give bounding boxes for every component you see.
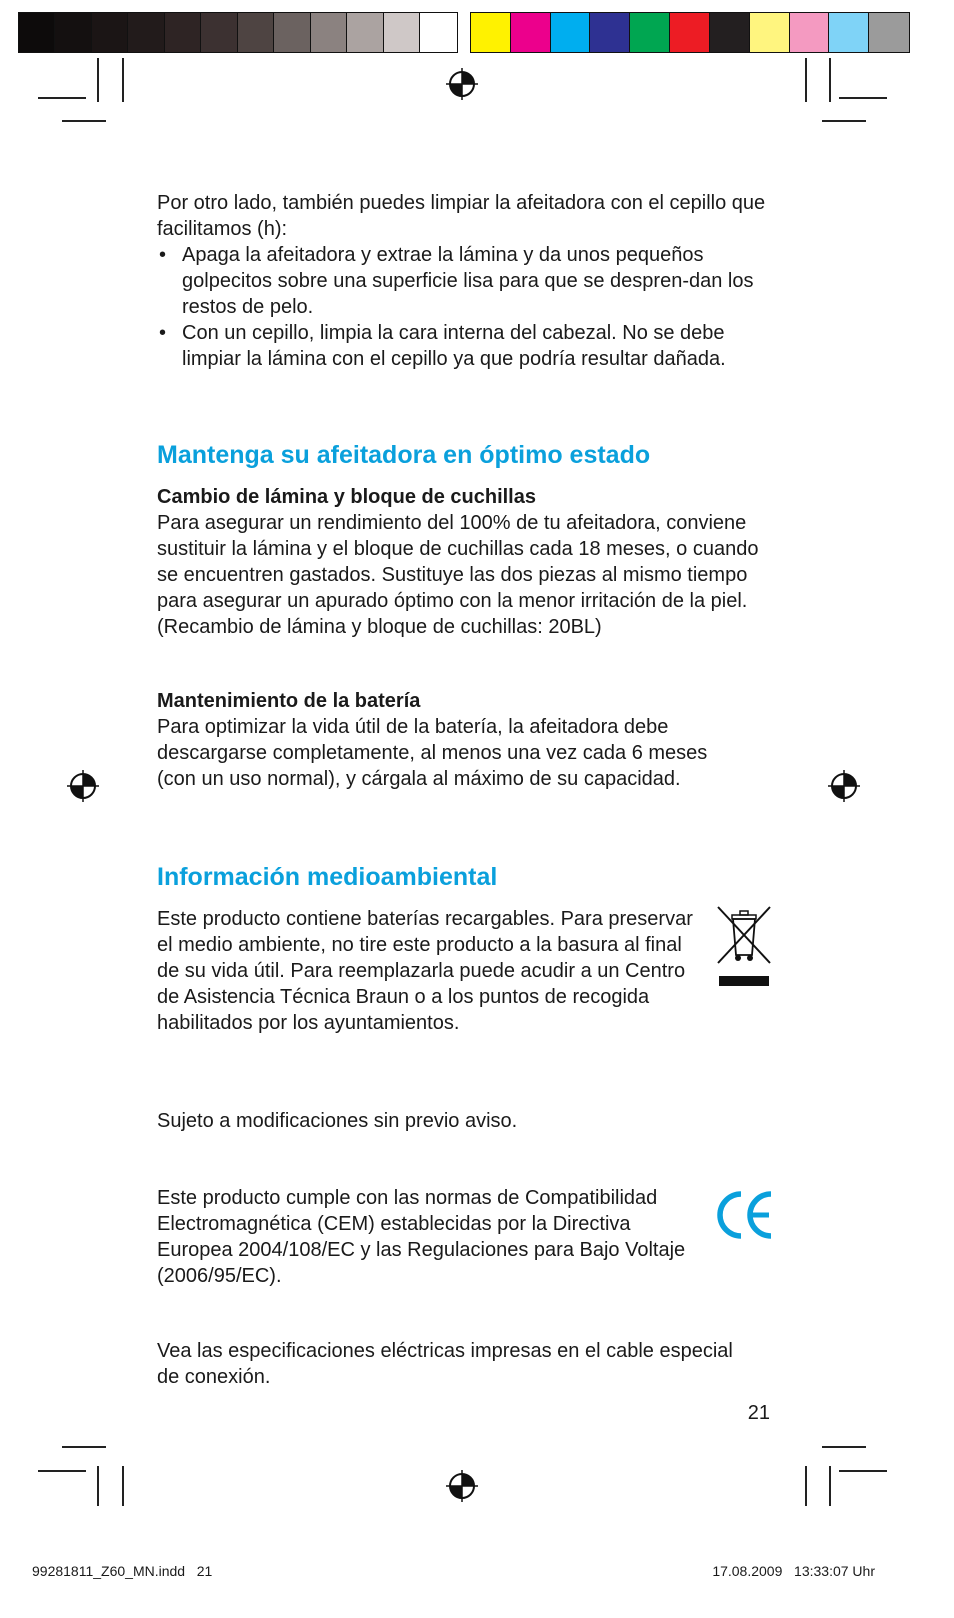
color-swatch xyxy=(829,13,869,52)
color-swatch xyxy=(55,13,91,52)
color-swatch xyxy=(750,13,790,52)
color-swatch xyxy=(790,13,830,52)
battery-section xyxy=(157,688,747,792)
color-swatch xyxy=(128,13,164,52)
color-swatch xyxy=(630,13,670,52)
battery-text: Para optimizar la vida útil de la batería, la afeitadora debe descargarse completamente, al menos una vez cada 6 meses (con un uso normal), y cárgala al máximo de su capacidad. xyxy=(157,716,708,790)
grayscale-color-bar xyxy=(18,12,458,53)
foil-text: Para asegurar un rendimiento del 100% de tu afeitadora, conviene sustituir la lámina y el bloque de cuchillas cada 18 meses, o cuando se encuentren gastados. Sustituye las dos piezas al mismo tiempo para asegurar un apurado óptimo con la menor irritación de la piel. xyxy=(157,512,759,612)
color-swatch xyxy=(165,13,201,52)
registration-mark-icon xyxy=(446,1470,478,1502)
color-swatch xyxy=(92,13,128,52)
compliance-text: Este producto cumple con las normas de Compatibilidad Electromagnética (CEM) establecidas por la Directiva Europea 2004/108/EC y las Regulaciones para Bajo Voltaje (2006/95/EC). xyxy=(157,1187,686,1287)
color-swatch xyxy=(710,13,750,52)
color-swatch xyxy=(420,13,456,52)
crop-mark xyxy=(97,58,99,102)
crop-mark xyxy=(122,58,124,102)
color-swatch xyxy=(511,13,551,52)
color-swatch xyxy=(311,13,347,52)
color-swatch xyxy=(869,13,909,52)
crop-mark xyxy=(829,1466,831,1506)
crop-mark xyxy=(122,1466,124,1506)
color-swatch xyxy=(19,13,55,52)
crop-mark xyxy=(38,97,86,99)
color-swatch xyxy=(590,13,630,52)
maintenance-heading: Mantenga su afeitadora en óptimo estado xyxy=(157,441,651,469)
registration-mark-icon xyxy=(67,770,99,802)
environment-heading: Información medioambiental xyxy=(157,863,498,891)
ce-mark-icon xyxy=(716,1190,774,1240)
page-number: 21 xyxy=(747,1402,770,1424)
crop-mark xyxy=(62,120,106,122)
list-item: • Con un cepillo, limpia la cara interna del cabezal. No se debe limpiar la lámina con el cepillo ya que podría resultar dañada. xyxy=(157,320,782,372)
modification-notice: Sujeto a modificaciones sin previo aviso. xyxy=(157,1110,518,1132)
color-swatch xyxy=(347,13,383,52)
color-swatch xyxy=(471,13,511,52)
process-color-bar xyxy=(470,12,910,53)
foil-subheading: Cambio de lámina y bloque de cuchillas xyxy=(157,486,536,508)
battery-subheading: Mantenimiento de la batería xyxy=(157,690,421,712)
intro-text: Por otro lado, también puedes limpiar la afeitadora con el cepillo que facilitamos (h): xyxy=(157,192,766,240)
color-swatch xyxy=(384,13,420,52)
crop-mark xyxy=(822,1446,866,1448)
crop-mark xyxy=(62,1446,106,1448)
footer-timestamp: 17.08.2009 13:33:07 Uhr xyxy=(712,1563,875,1579)
crossed-out-wheelie-bin-icon xyxy=(716,905,772,987)
crop-mark xyxy=(805,1466,807,1506)
crop-mark xyxy=(839,97,887,99)
crop-mark xyxy=(97,1466,99,1506)
color-swatch xyxy=(238,13,274,52)
crop-mark xyxy=(829,58,831,102)
electrical-note: Vea las especificaciones eléctricas impresas en el cable especial de conexión. xyxy=(157,1340,733,1388)
color-swatch xyxy=(274,13,310,52)
color-swatch xyxy=(551,13,591,52)
color-swatch xyxy=(201,13,237,52)
intro-bullet-list xyxy=(157,242,782,372)
foil-note: (Recambio de lámina y bloque de cuchillas: 20BL) xyxy=(157,616,602,638)
crop-mark xyxy=(805,58,807,102)
intro-section xyxy=(157,190,782,372)
registration-mark-icon xyxy=(828,770,860,802)
crop-mark xyxy=(822,120,866,122)
color-swatch xyxy=(670,13,710,52)
foil-section xyxy=(157,484,762,640)
environment-text: Este producto contiene baterías recargables. Para preservar el medio ambiente, no tire este producto a la basura al final de su vida útil. Para reemplazarla puede acudir a un Centro de Asistencia Técnica Braun o a los puntos de recogida habilitados por los ayuntamientos. xyxy=(157,908,693,1034)
registration-mark-icon xyxy=(446,68,478,100)
crop-mark xyxy=(38,1470,86,1472)
footer-file-name: 99281811_Z60_MN.indd 21 xyxy=(32,1563,213,1579)
list-item: • Apaga la afeitadora y extrae la lámina y da unos pequeños golpecitos sobre una superficie lisa para que se despren-dan los restos de pelo. xyxy=(157,242,782,320)
crop-mark xyxy=(839,1470,887,1472)
